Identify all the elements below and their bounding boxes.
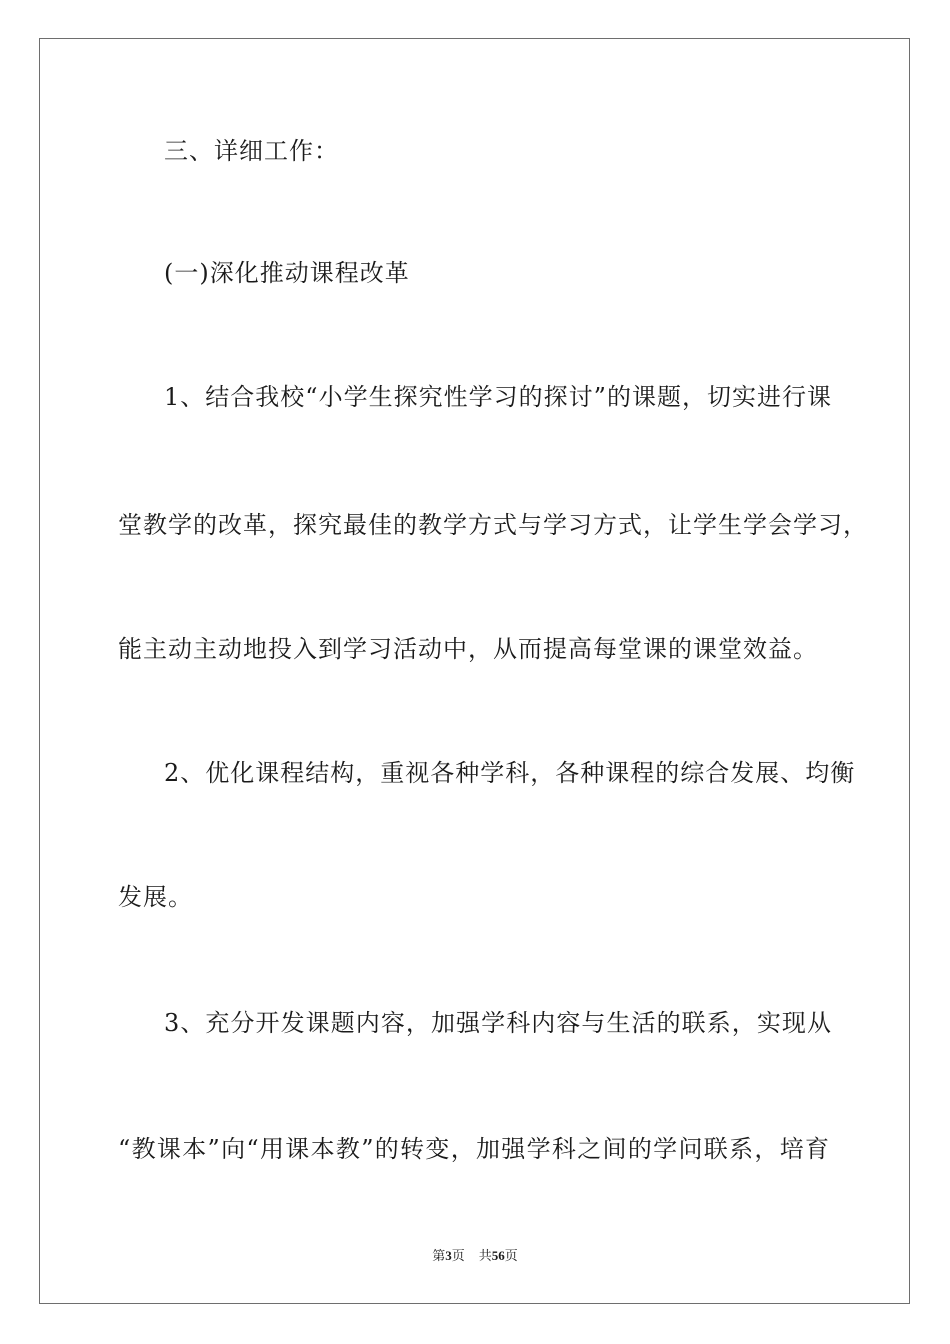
paragraph-3-line-2: “教课本”向“用课本教”的转变，加强学科之间的学问联系，培育: [118, 1135, 830, 1163]
paragraph-1-line-3: 能主动主动地投入到学习活动中，从而提高每堂课的课堂效益。: [118, 635, 818, 663]
paragraph-2-line-2: 发展。: [118, 883, 193, 911]
paragraph-1-line-2: 堂教学的改革，探究最佳的教学方式与学习方式，让学生学会学习，: [118, 511, 868, 539]
total-suffix: 页: [504, 1249, 518, 1264]
page-prefix: 第: [432, 1249, 446, 1264]
total-prefix: 共: [478, 1249, 492, 1264]
page-border: [39, 38, 910, 1304]
section-heading: 三、详细工作：: [164, 137, 339, 165]
paragraph-3-line-1: 3、充分开发课题内容，加强学科内容与生活的联系，实现从: [164, 1009, 832, 1037]
page-suffix: 页: [451, 1249, 465, 1264]
subsection-heading: (一)深化推动课程改革: [164, 259, 410, 287]
paragraph-2-line-1: 2、优化课程结构，重视各种学科，各种课程的综合发展、均衡: [164, 759, 856, 787]
total-pages: 56: [491, 1248, 505, 1263]
paragraph-1-line-1: 1、结合我校“小学生探究性学习的探讨”的课题，切实进行课: [164, 383, 832, 411]
page-footer: [0, 1247, 950, 1266]
page-number: 3: [445, 1248, 452, 1263]
